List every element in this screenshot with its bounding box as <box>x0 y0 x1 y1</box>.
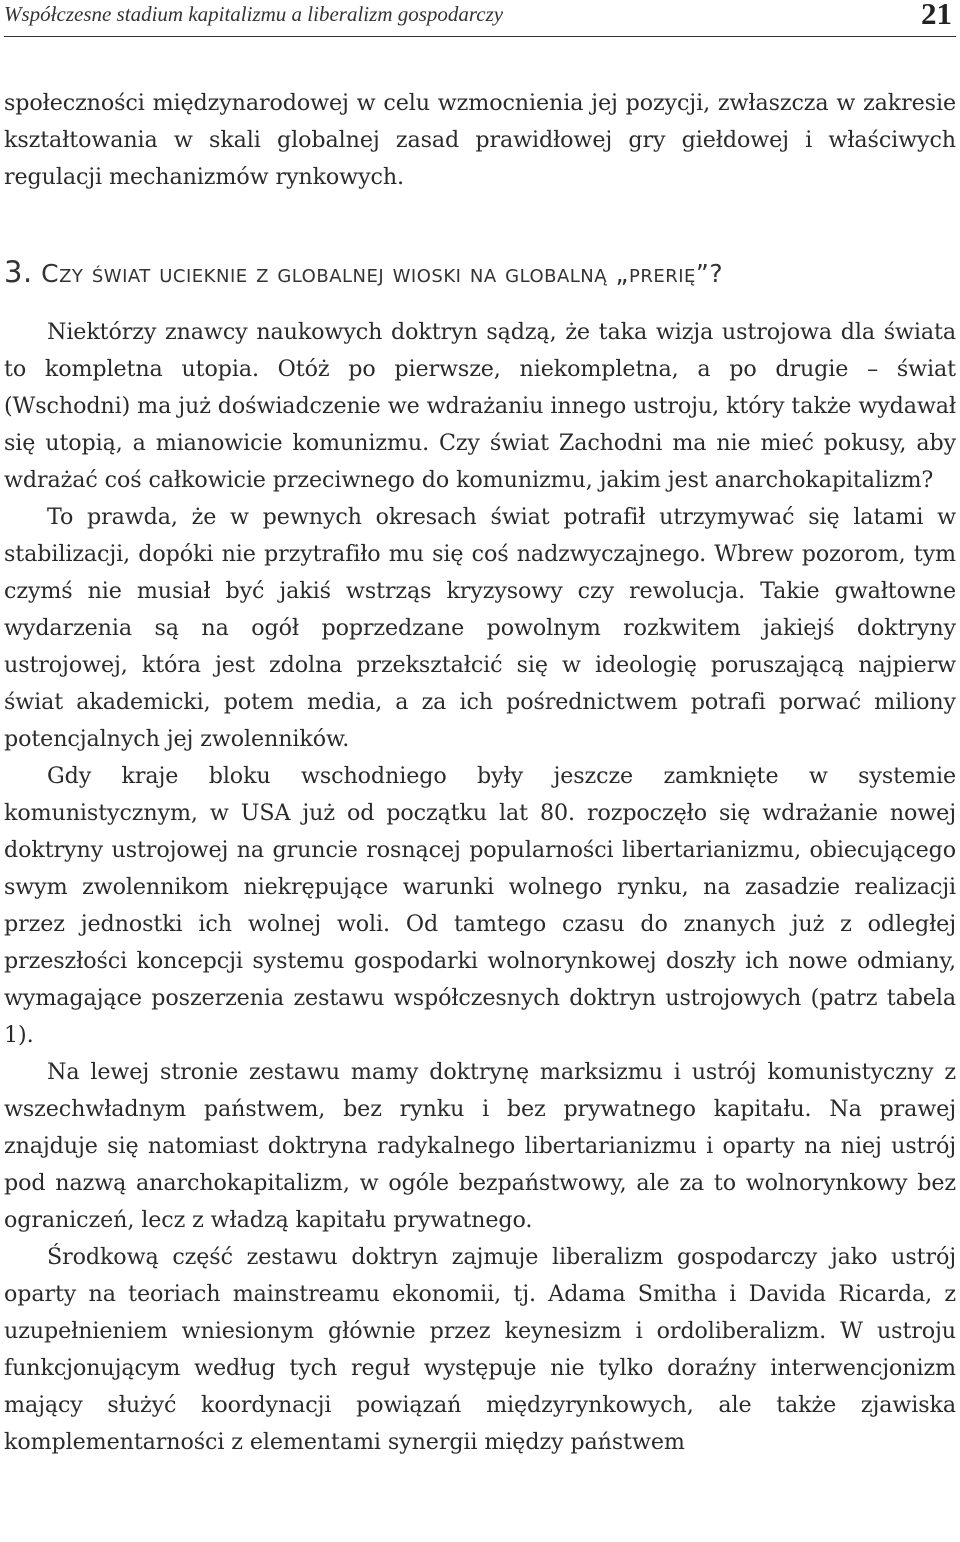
section-title-text: Czy świat ucieknie z globalnej wioski na globalną „prerię”? <box>41 259 724 288</box>
body-text <box>4 85 956 1461</box>
paragraph: Niektórzy znawcy naukowych doktryn sądzą, że taka wizja ustrojowa dla świata to kompletna utopia. Otóż po pierwsze, niekompletna, a po drugie – świat (Wschodni) ma już doświadczenie we wdrażaniu innego ustroju, który także wydawał się utopią, a mianowicie komunizmu. Czy świat Zachodni ma nie mieć pokusy, aby wdrażać coś całkowicie przeciwnego do komunizmu, jakim jest anarchokapitalizm? <box>4 319 956 493</box>
section-number: 3. <box>4 255 33 289</box>
paragraph: Środkową część zestawu doktryn zajmuje liberalizm gospodarczy jako ustrój oparty na teoriach mainstreamu ekonomii, tj. Adama Smitha i Davida Ricarda, z uzupełnieniem wniesionym głównie przez keynesizm i ordoliberalizm. W ustroju funkcjonującym według tych reguł występuje nie tylko doraźny interwencjonizm mający służyć koordynacji powiązań międzyrynkowych, ale także zjawiska komplementarności z elementami synergii między państwem <box>4 1244 956 1455</box>
section-heading <box>4 252 956 294</box>
paragraph: Gdy kraje bloku wschodniego były jeszcze zamknięte w systemie komunistycznym, w USA już od początku lat 80. rozpoczęło się wdrażanie nowej doktryny ustrojowej na gruncie rosnącej popularności libertarianizmu, obiecującego swym zwolennikom niekrępujące warunki wolnego rynku, na zasadzie realizacji przez jednostki ich wolnej woli. Od tamtego czasu do znanych już z odległej przeszłości koncepcji systemu gospodarki wolnorynkowej doszły ich nowe odmiany, wymagające poszerzenia zestawu współczesnych doktryn ustrojowych (patrz tabela 1). <box>4 763 956 1048</box>
paragraph: społeczności międzynarodowej w celu wzmocnienia jej pozycji, zwłaszcza w zakresie kształtowania w skali globalnej zasad prawidłowej gry giełdowej i właściwych regulacji mechanizmów rynkowych. <box>4 90 956 190</box>
paragraph: Na lewej stronie zestawu mamy doktrynę marksizmu i ustrój komunistyczny z wszechwładnym państwem, bez rynku i bez prywatnego kapitału. Na prawej znajduje się natomiast doktryna radykalnego libertarianizmu i oparty na niej ustrój pod nazwą anarchokapitalizm, w ogóle bezpaństwowy, ale za to wolnorynkowy bez ograniczeń, lecz z władzą kapitału prywatnego. <box>4 1059 956 1233</box>
running-title: Współczesne stadium kapitalizmu a liberalizm gospodarczy <box>4 2 504 26</box>
page-number: 21 <box>921 0 952 31</box>
running-header <box>4 0 956 37</box>
paragraph: To prawda, że w pewnych okresach świat potrafił utrzymywać się latami w stabilizacji, dopóki nie przytrafiło mu się coś nadzwyczajnego. Wbrew pozorom, tym czymś nie musiał być jakiś wstrząs kryzysowy czy rewolucja. Takie gwałtowne wydarzenia są na ogół poprzedzane powolnym rozkwitem jakiejś doktryny ustrojowej, która jest zdolna przekształcić się w ideologię poruszającą najpierw świat akademicki, potem media, a za ich pośrednictwem potrafi porwać miliony potencjalnych jej zwolenników. <box>4 504 956 752</box>
